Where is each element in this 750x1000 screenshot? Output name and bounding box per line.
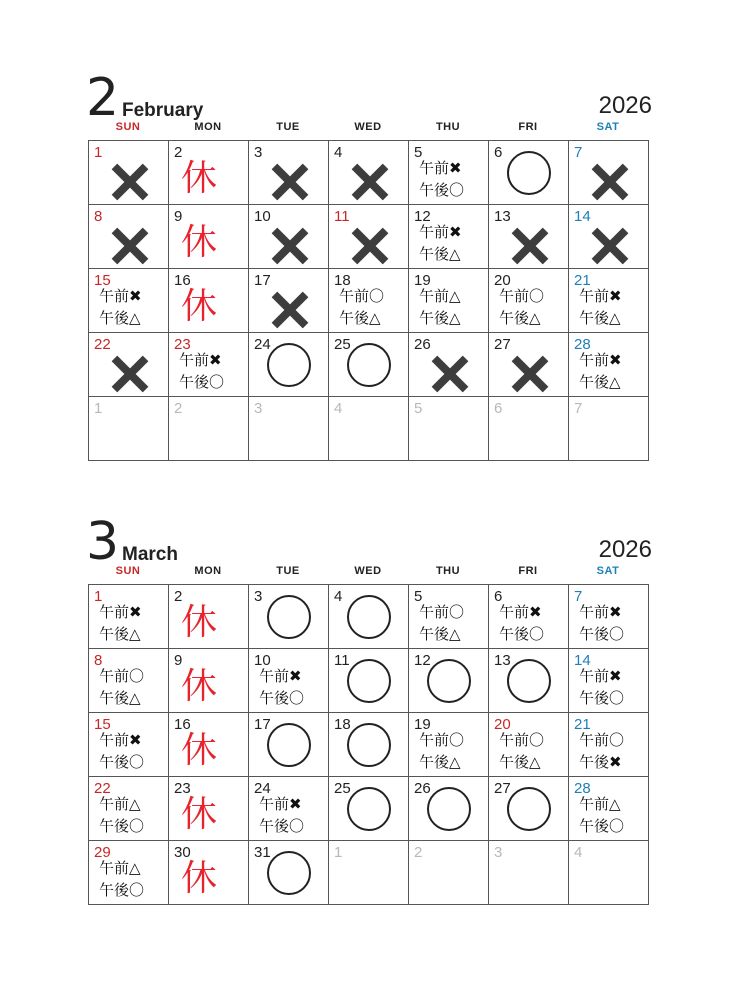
- am-pm-availability: [579, 729, 624, 773]
- day-number: 4: [574, 844, 583, 861]
- calendar-day: [249, 585, 329, 649]
- day-number: 13: [494, 208, 511, 225]
- day-number: 5: [414, 400, 423, 417]
- pm-availability: 午後△: [579, 373, 621, 391]
- am-pm-availability: [99, 285, 142, 329]
- day-number: 2: [174, 588, 183, 605]
- day-number: 16: [174, 272, 191, 289]
- circle-icon: [347, 659, 391, 703]
- calendar-day: [329, 333, 409, 397]
- cross-icon: [591, 164, 627, 200]
- closed-day-mark: 休: [181, 730, 218, 771]
- day-number: 2: [174, 400, 183, 417]
- day-number: 10: [254, 652, 271, 669]
- calendar-day: [489, 649, 569, 713]
- calendar-day-other-month: [249, 397, 329, 461]
- day-number: 6: [494, 400, 503, 417]
- weekday-tue: TUE: [276, 565, 300, 577]
- am-pm-availability: [419, 729, 464, 773]
- pm-availability: 午後〇: [419, 181, 465, 199]
- am-availability: 午前〇: [419, 731, 465, 749]
- pm-availability: 午後〇: [99, 753, 145, 771]
- year: 2026: [598, 536, 652, 563]
- am-availability: 午前✖: [259, 795, 302, 813]
- calendar-day: [489, 205, 569, 269]
- am-pm-availability: [419, 221, 462, 265]
- weekday-thu: THU: [435, 121, 461, 133]
- calendar-day: [409, 713, 489, 777]
- pm-availability: 午後△: [419, 245, 461, 263]
- circle-icon: [507, 787, 551, 831]
- calendar-day: [569, 649, 649, 713]
- calendar-day: [329, 777, 409, 841]
- weekday-wed: WED: [354, 121, 382, 133]
- calendar-day: [569, 333, 649, 397]
- day-number: 4: [334, 588, 343, 605]
- am-availability: 午前△: [99, 795, 141, 813]
- pm-availability: 午後△: [579, 309, 621, 327]
- closed-day-mark: 休: [181, 666, 218, 707]
- day-number: 17: [254, 716, 271, 733]
- cross-icon: [511, 228, 547, 264]
- am-pm-availability: [579, 793, 624, 837]
- calendar-day: [249, 205, 329, 269]
- am-pm-availability: [339, 285, 384, 329]
- day-number: 20: [494, 716, 511, 733]
- am-pm-availability: [419, 601, 464, 645]
- calendar-grid: [88, 584, 649, 905]
- day-number: 26: [414, 780, 431, 797]
- day-number: 7: [574, 400, 583, 417]
- am-availability: 午前✖: [99, 731, 142, 749]
- weekday-sun: SUN: [115, 121, 141, 133]
- am-availability: 午前✖: [99, 287, 142, 305]
- day-number: 25: [334, 336, 351, 353]
- calendar-day: [249, 841, 329, 905]
- pm-availability: 午後△: [99, 625, 141, 643]
- am-availability: 午前✖: [179, 351, 222, 369]
- day-number: 16: [174, 716, 191, 733]
- pm-availability: 午後〇: [179, 373, 225, 391]
- day-number: 12: [414, 208, 431, 225]
- calendar-day: [409, 205, 489, 269]
- cross-icon: [271, 228, 307, 264]
- circle-icon: [267, 595, 311, 639]
- am-availability: 午前〇: [99, 667, 145, 685]
- am-availability: 午前〇: [499, 287, 545, 305]
- day-number: 29: [94, 844, 111, 861]
- calendar-day: [489, 269, 569, 333]
- circle-icon: [347, 343, 391, 387]
- cross-icon: [511, 356, 547, 392]
- day-number: 26: [414, 336, 431, 353]
- day-number: 21: [574, 716, 591, 733]
- day-number: 8: [94, 208, 103, 225]
- day-number: 23: [174, 780, 191, 797]
- pm-availability: 午後〇: [579, 625, 625, 643]
- cross-icon: [591, 228, 627, 264]
- calendar-day: [569, 269, 649, 333]
- pm-availability: 午後〇: [99, 881, 145, 899]
- calendar-day: [409, 585, 489, 649]
- closed-day-mark: 休: [181, 794, 218, 835]
- calendar-day: [89, 205, 169, 269]
- day-number: 15: [94, 272, 111, 289]
- am-pm-availability: [579, 601, 624, 645]
- day-number: 11: [334, 208, 350, 225]
- pm-availability: 午後△: [339, 309, 381, 327]
- circle-icon: [507, 659, 551, 703]
- pm-availability: 午後✖: [579, 753, 622, 771]
- calendar-day-other-month: [569, 397, 649, 461]
- day-number: 5: [414, 144, 423, 161]
- am-pm-availability: [259, 665, 304, 709]
- circle-icon: [507, 151, 551, 195]
- day-number: 1: [94, 588, 103, 605]
- am-availability: 午前〇: [499, 731, 545, 749]
- calendar-day: [169, 777, 249, 841]
- calendar-day: [489, 333, 569, 397]
- calendar-day: [409, 333, 489, 397]
- circle-icon: [267, 723, 311, 767]
- day-number: 25: [334, 780, 351, 797]
- year: 2026: [598, 92, 652, 119]
- am-pm-availability: [99, 793, 144, 837]
- calendar-day-other-month: [329, 841, 409, 905]
- day-number: 18: [334, 716, 351, 733]
- circle-icon: [267, 851, 311, 895]
- closed-day-mark: 休: [181, 158, 218, 199]
- calendar-day: [89, 141, 169, 205]
- calendar-day: [89, 585, 169, 649]
- calendar-day: [249, 649, 329, 713]
- calendar-day-other-month: [89, 397, 169, 461]
- day-number: 9: [174, 652, 183, 669]
- weekday-fri: FRI: [518, 121, 538, 133]
- weekday-sun: SUN: [115, 565, 141, 577]
- calendar-day: [569, 205, 649, 269]
- pm-availability: 午後△: [419, 309, 461, 327]
- weekday-header: [88, 121, 648, 133]
- calendar-day: [169, 649, 249, 713]
- day-number: 19: [414, 272, 431, 289]
- calendar-day-other-month: [409, 841, 489, 905]
- circle-icon: [347, 595, 391, 639]
- circle-icon: [267, 343, 311, 387]
- day-number: 2: [414, 844, 423, 861]
- calendar-day-other-month: [329, 397, 409, 461]
- cross-icon: [111, 228, 147, 264]
- calendar-day: [89, 713, 169, 777]
- day-number: 22: [94, 780, 111, 797]
- calendar-grid: [88, 140, 649, 461]
- calendar-day-other-month: [489, 397, 569, 461]
- weekday-thu: THU: [435, 565, 461, 577]
- weekday-fri: FRI: [518, 565, 538, 577]
- am-availability: 午前△: [419, 287, 461, 305]
- month-number: 2: [86, 68, 120, 128]
- calendar-day: [249, 777, 329, 841]
- cross-icon: [351, 228, 387, 264]
- day-number: 9: [174, 208, 183, 225]
- weekday-sat: SAT: [596, 565, 620, 577]
- day-number: 4: [334, 400, 343, 417]
- day-number: 24: [254, 780, 271, 797]
- am-pm-availability: [499, 601, 544, 645]
- calendar-day: [169, 269, 249, 333]
- day-number: 11: [334, 652, 350, 669]
- calendar-day: [569, 713, 649, 777]
- calendar-day: [569, 141, 649, 205]
- pm-availability: 午後△: [99, 309, 141, 327]
- cross-icon: [271, 164, 307, 200]
- day-number: 10: [254, 208, 271, 225]
- day-number: 1: [94, 144, 103, 161]
- pm-availability: 午後〇: [499, 625, 545, 643]
- day-number: 8: [94, 652, 103, 669]
- pm-availability: 午後〇: [579, 689, 625, 707]
- am-pm-availability: [259, 793, 304, 837]
- day-number: 5: [414, 588, 423, 605]
- cross-icon: [431, 356, 467, 392]
- am-availability: 午前✖: [259, 667, 302, 685]
- weekday-sat: SAT: [596, 121, 620, 133]
- am-availability: 午前〇: [419, 603, 465, 621]
- day-number: 27: [494, 336, 511, 353]
- calendar-day: [409, 269, 489, 333]
- pm-availability: 午後△: [499, 753, 541, 771]
- am-pm-availability: [499, 729, 544, 773]
- calendar-day: [489, 141, 569, 205]
- cross-icon: [271, 292, 307, 328]
- calendar-day: [489, 585, 569, 649]
- calendar-day: [169, 205, 249, 269]
- calendar-day: [409, 141, 489, 205]
- day-number: 18: [334, 272, 351, 289]
- calendar-day: [169, 585, 249, 649]
- calendar-day: [249, 141, 329, 205]
- pm-availability: 午後〇: [259, 817, 305, 835]
- weekday-wed: WED: [354, 565, 382, 577]
- day-number: 6: [494, 144, 503, 161]
- pm-availability: 午後△: [419, 625, 461, 643]
- pm-availability: 午後△: [99, 689, 141, 707]
- calendar-day: [329, 713, 409, 777]
- am-pm-availability: [419, 285, 461, 329]
- calendar-day: [489, 777, 569, 841]
- day-number: 4: [334, 144, 343, 161]
- am-pm-availability: [499, 285, 544, 329]
- day-number: 21: [574, 272, 591, 289]
- calendar-day-other-month: [169, 397, 249, 461]
- am-availability: 午前△: [99, 859, 141, 877]
- day-number: 24: [254, 336, 271, 353]
- day-number: 14: [574, 208, 591, 225]
- am-availability: 午前✖: [499, 603, 542, 621]
- day-number: 23: [174, 336, 191, 353]
- day-number: 17: [254, 272, 271, 289]
- day-number: 2: [174, 144, 183, 161]
- day-number: 3: [254, 400, 263, 417]
- am-availability: 午前〇: [579, 731, 625, 749]
- day-number: 28: [574, 336, 591, 353]
- circle-icon: [347, 723, 391, 767]
- am-pm-availability: [579, 349, 622, 393]
- am-pm-availability: [99, 665, 144, 709]
- day-number: 6: [494, 588, 503, 605]
- closed-day-mark: 休: [181, 602, 218, 643]
- weekday-mon: MON: [194, 121, 222, 133]
- calendar-day: [329, 585, 409, 649]
- day-number: 13: [494, 652, 511, 669]
- day-number: 3: [254, 588, 263, 605]
- calendar-day: [89, 649, 169, 713]
- pm-availability: 午後〇: [99, 817, 145, 835]
- calendar-day: [409, 649, 489, 713]
- calendar-day: [329, 269, 409, 333]
- pm-availability: 午後△: [419, 753, 461, 771]
- day-number: 7: [574, 144, 583, 161]
- calendar-day: [89, 333, 169, 397]
- month-name: February: [122, 100, 204, 121]
- closed-day-mark: 休: [181, 858, 218, 899]
- circle-icon: [347, 787, 391, 831]
- day-number: 28: [574, 780, 591, 797]
- calendar-day: [249, 269, 329, 333]
- circle-icon: [427, 659, 471, 703]
- am-pm-availability: [419, 157, 464, 201]
- calendar-day: [169, 713, 249, 777]
- am-pm-availability: [579, 285, 622, 329]
- day-number: 1: [94, 400, 103, 417]
- weekday-tue: TUE: [276, 121, 300, 133]
- pm-availability: 午後〇: [579, 817, 625, 835]
- calendar-day: [249, 713, 329, 777]
- day-number: 22: [94, 336, 111, 353]
- pm-availability: 午後〇: [259, 689, 305, 707]
- circle-icon: [427, 787, 471, 831]
- day-number: 14: [574, 652, 591, 669]
- am-availability: 午前✖: [579, 603, 622, 621]
- calendar-day: [329, 141, 409, 205]
- calendar-day: [169, 333, 249, 397]
- month-name: March: [122, 544, 178, 565]
- am-availability: 午前✖: [419, 159, 462, 177]
- calendar-day: [329, 205, 409, 269]
- weekday-header: [88, 565, 648, 577]
- am-pm-availability: [99, 601, 142, 645]
- cross-icon: [351, 164, 387, 200]
- closed-day-mark: 休: [181, 222, 218, 263]
- cross-icon: [111, 164, 147, 200]
- day-number: 30: [174, 844, 191, 861]
- day-number: 19: [414, 716, 431, 733]
- cross-icon: [111, 356, 147, 392]
- day-number: 1: [334, 844, 343, 861]
- calendar-day-other-month: [569, 841, 649, 905]
- am-availability: 午前✖: [579, 351, 622, 369]
- calendar-day: [89, 777, 169, 841]
- calendar-day: [249, 333, 329, 397]
- calendar-day: [89, 269, 169, 333]
- day-number: 31: [254, 844, 271, 861]
- am-availability: 午前✖: [99, 603, 142, 621]
- month-number: 3: [86, 512, 120, 572]
- calendar-day: [89, 841, 169, 905]
- calendar-day: [489, 713, 569, 777]
- calendar-day: [329, 649, 409, 713]
- day-number: 20: [494, 272, 511, 289]
- calendar-day: [169, 141, 249, 205]
- calendar-day: [569, 585, 649, 649]
- am-availability: 午前✖: [419, 223, 462, 241]
- am-availability: 午前△: [579, 795, 621, 813]
- day-number: 3: [494, 844, 503, 861]
- calendar-day: [569, 777, 649, 841]
- day-number: 15: [94, 716, 111, 733]
- calendar-day-other-month: [409, 397, 489, 461]
- calendar-day-other-month: [489, 841, 569, 905]
- calendar-day: [409, 777, 489, 841]
- day-number: 7: [574, 588, 583, 605]
- calendar-february: [0, 58, 750, 417]
- pm-availability: 午後△: [499, 309, 541, 327]
- am-availability: 午前✖: [579, 287, 622, 305]
- day-number: 12: [414, 652, 431, 669]
- day-number: 3: [254, 144, 263, 161]
- am-availability: 午前✖: [579, 667, 622, 685]
- calendar-day: [169, 841, 249, 905]
- am-pm-availability: [179, 349, 224, 393]
- am-pm-availability: [99, 729, 144, 773]
- am-availability: 午前〇: [339, 287, 385, 305]
- day-number: 27: [494, 780, 511, 797]
- calendar-march: [0, 502, 750, 899]
- am-pm-availability: [99, 857, 144, 901]
- closed-day-mark: 休: [181, 286, 218, 327]
- am-pm-availability: [579, 665, 624, 709]
- weekday-mon: MON: [194, 565, 222, 577]
